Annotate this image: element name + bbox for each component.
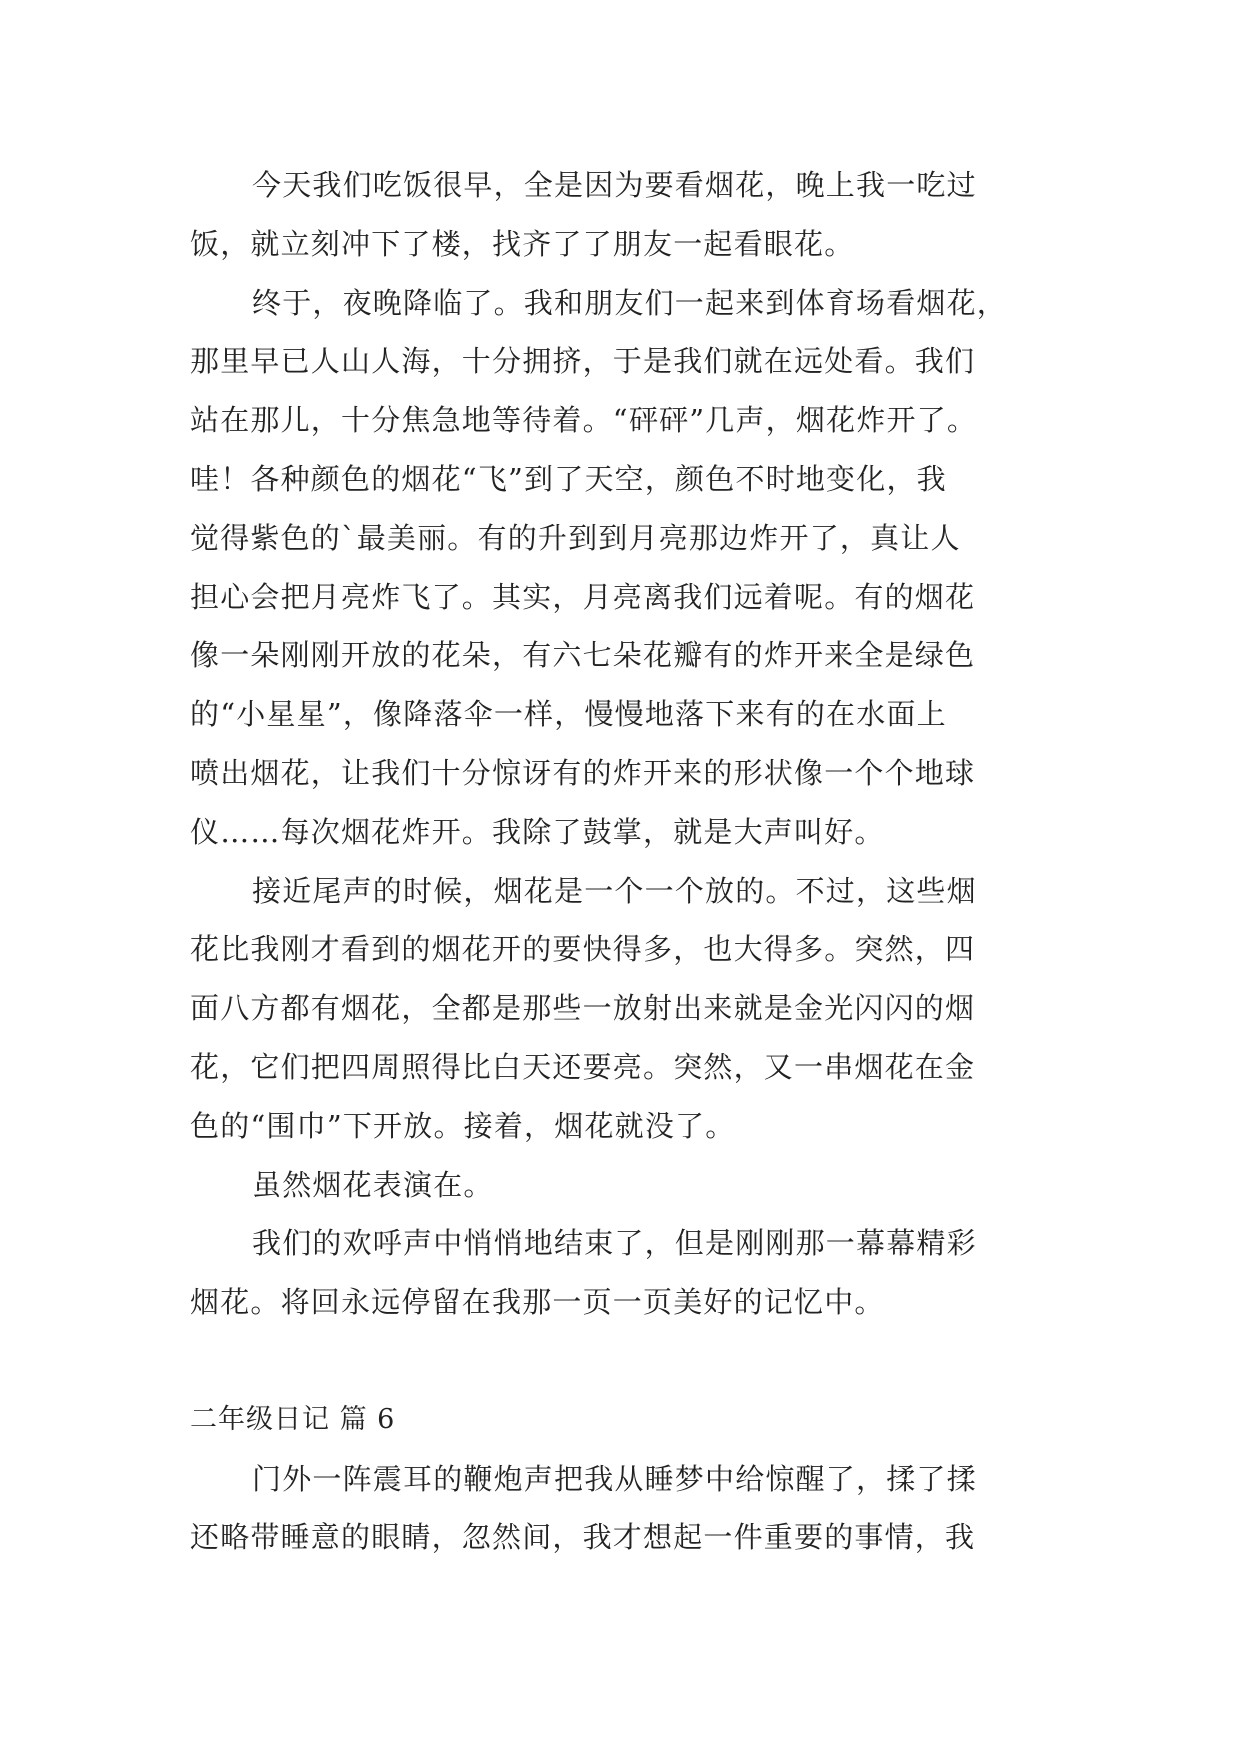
- text-line: 哇！各种颜色的烟花“飞”到了天空，颜色不时地变化，我: [190, 461, 947, 496]
- paragraph: [190, 1450, 1050, 1568]
- text-line: 花，它们把四周照得比白天还要亮。突然，又一串烟花在金: [190, 1049, 976, 1084]
- text-line: 花比我刚才看到的烟花开的要快得多，也大得多。突然，四: [190, 932, 976, 967]
- text-line: 站在那儿，十分焦急地等待着。“砰砰”几声，烟花炸开了。: [190, 403, 978, 438]
- paragraph: [190, 1156, 1050, 1215]
- text-line: 像一朵刚刚开放的花朵，有六七朵花瓣有的炸开来全是绿色: [190, 638, 976, 673]
- text-line: 虽然烟花表演在。: [252, 1167, 494, 1202]
- text-line: 饭，就立刻冲下了楼，找齐了了朋友一起看眼花。: [190, 226, 855, 261]
- text-line: 接近尾声的时候，烟花是一个一个放的。不过，这些烟: [252, 873, 977, 908]
- text-line: 门外一阵震耳的鞭炮声把我从睡梦中给惊醒了，揉了揉: [252, 1461, 977, 1496]
- paragraph: [190, 1214, 1050, 1332]
- text-line: 面八方都有烟花，全都是那些一放射出来就是金光闪闪的烟: [190, 991, 976, 1026]
- document-body: [190, 156, 1050, 1567]
- text-line: 觉得紫色的`最美丽。有的升到到月亮那边炸开了，真让人: [190, 520, 961, 555]
- text-line: 担心会把月亮炸飞了。其实，月亮离我们远着呢。有的烟花: [190, 579, 976, 614]
- text-line: 烟花。将回永远停留在我那一页一页美好的记忆中。: [190, 1285, 885, 1320]
- text-line: 仪……每次烟花炸开。我除了鼓掌，就是大声叫好。: [190, 814, 885, 849]
- section-heading: 二年级日记 篇 6: [190, 1403, 396, 1435]
- text-line: 那里早已人山人海，十分拥挤，于是我们就在远处看。我们: [190, 344, 976, 379]
- paragraph: [190, 156, 1050, 274]
- paragraph: [190, 862, 1050, 1156]
- paragraph: [190, 274, 1050, 862]
- text-line: 我们的欢呼声中悄悄地结束了，但是刚刚那一幕幕精彩: [252, 1226, 977, 1261]
- text-line: 今天我们吃饭很早，全是因为要看烟花，晚上我一吃过: [252, 168, 977, 202]
- text-line: 终于，夜晚降临了。我和朋友们一起来到体育场看烟花，: [252, 285, 1008, 320]
- text-line: 还略带睡意的眼睛，忽然间，我才想起一件重要的事情，我: [190, 1520, 976, 1555]
- text-line: 色的“围巾”下开放。接着，烟花就没了。: [190, 1108, 736, 1143]
- blank-line: [190, 1332, 1050, 1391]
- text-line: 的“小星星”，像降落伞一样，慢慢地落下来有的在水面上: [190, 697, 947, 732]
- text-line: 喷出烟花，让我们十分惊讶有的炸开来的形状像一个个地球: [190, 755, 976, 790]
